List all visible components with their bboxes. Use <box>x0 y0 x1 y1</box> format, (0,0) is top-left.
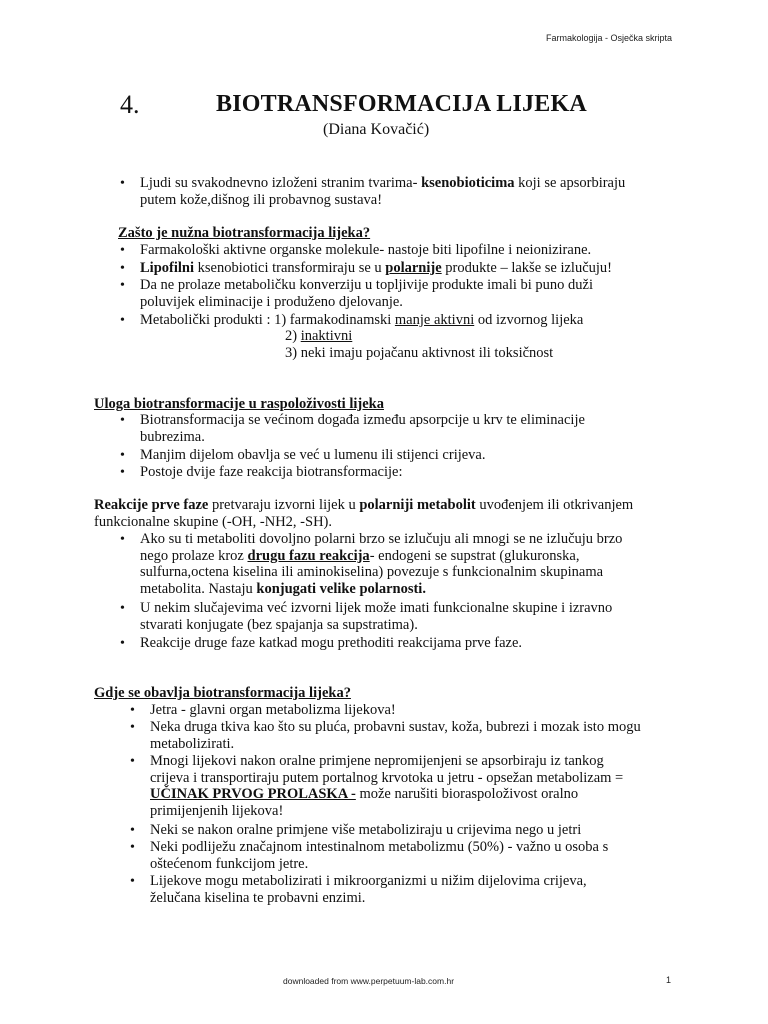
s1-bullet-4-item-2: 2) inaktivni <box>285 328 353 344</box>
s3-bullet-3: Reakcije druge faze katkad mogu prethoditi reakcijama prve faze. <box>140 635 523 651</box>
bullet-marker: • <box>130 720 135 735</box>
bullet-marker: • <box>120 465 125 480</box>
running-header: Farmakologija - Osječka skripta <box>545 33 672 43</box>
s4-bullet-2: Neka druga tkiva kao što su pluća, probavni sustav, koža, bubrezi i mozak isto mogu metabolizirati. <box>150 719 641 752</box>
s3-bullet-1: Ako su ti metaboliti dovoljno polarni brzo se izlučuju ali mnogi se ne izlučuju brzo nego prolaze kroz drugu fazu reakcija- endogeni se supstrat (glukuronska, sulfurna,octena kiselina ili aminokiselina) povezuje s funkcionalnim skupinama metabolita. Nastaju konjugati velike polarnosti. <box>140 531 623 597</box>
s4-bullet-5: Neki podliježu značajnom intestinalnom metabolizmu (50%) - važno u osoba s oštećenom funkcijom jetre. <box>150 839 609 872</box>
intro-paragraph: Ljudi su svakodnevno izloženi stranim tvarima- ksenobioticima koji se apsorbiraju putem kože,dišnog ili probavnog sustava! <box>140 175 626 208</box>
chapter-author: (Diana Kovačić) <box>323 121 430 138</box>
s4-bullet-6: Lijekove mogu metabolizirati i mikroorganizmi u nižim dijelovima crijeva, želučana kiselina te probavni enzimi. <box>150 873 587 906</box>
bullet-marker: • <box>120 313 125 328</box>
section-heading-role: Uloga biotransformacije u raspoloživosti lijeka <box>94 396 384 412</box>
s1-bullet-1: Farmakološki aktivne organske molekule- nastoje biti lipofilne i neionizirane. <box>140 242 592 258</box>
bullet-marker: • <box>120 261 125 276</box>
bullet-marker: • <box>120 532 125 547</box>
bullet-marker: • <box>120 601 125 616</box>
phase-one-paragraph: Reakcije prve faze pretvaraju izvorni lijek u polarniji metabolit uvođenjem ili otkrivanjem funkcionalne skupine (-OH, -NH2, -SH). <box>94 497 634 530</box>
bullet-marker: • <box>130 840 135 855</box>
section-heading-why: Zašto je nužna biotransformacija lijeka? <box>118 225 371 241</box>
s2-bullet-2: Manjim dijelom obavlja se već u lumenu ili stijenci crijeva. <box>140 447 486 463</box>
bullet-marker: • <box>120 176 125 191</box>
bullet-marker: • <box>130 823 135 838</box>
bullet-marker: • <box>120 448 125 463</box>
s1-bullet-4: Metabolički produkti : 1) farmakodinamski manje aktivni od izvornog lijeka <box>140 312 584 328</box>
s2-bullet-3: Postoje dvije faze reakcija biotransformacije: <box>140 464 403 480</box>
chapter-number: 4. <box>120 90 140 119</box>
s1-bullet-2: Lipofilni ksenobiotici transformiraju se u polarnije produkte – lakše se izlučuju! <box>140 260 612 276</box>
s3-bullet-2: U nekim slučajevima već izvorni lijek može imati funkcionalne skupine i izravno stvarati konjugate (bez spajanja sa supstratima). <box>140 600 613 633</box>
s1-bullet-4-item-3: 3) neki imaju pojačanu aktivnost ili toksičnost <box>285 345 554 361</box>
page-number: 1 <box>666 975 672 985</box>
bullet-marker: • <box>120 278 125 293</box>
bullet-marker: • <box>120 636 125 651</box>
section-heading-where: Gdje se obavlja biotransformacija lijeka? <box>94 685 351 701</box>
bullet-marker: • <box>130 874 135 889</box>
bullet-marker: • <box>130 703 135 718</box>
bullet-marker: • <box>120 243 125 258</box>
s4-bullet-1: Jetra - glavni organ metabolizma lijekova! <box>150 702 396 718</box>
footer-source: downloaded from www.perpetuum-lab.com.hr <box>283 976 455 986</box>
chapter-title: BIOTRANSFORMACIJA LIJEKA <box>216 91 587 117</box>
s4-bullet-4: Neki se nakon oralne primjene više metaboliziraju u crijevima nego u jetri <box>150 822 582 838</box>
s1-bullet-3: Da ne prolaze metaboličku konverziju u topljivije produkte imali bi puno duži poluvijek eliminacije i produženo djelovanje. <box>140 277 594 310</box>
bullet-marker: • <box>120 413 125 428</box>
s2-bullet-1: Biotransformacija se većinom događa između apsorpcije u krv te eliminacije bubrezima. <box>140 412 585 445</box>
s4-bullet-3: Mnogi lijekovi nakon oralne primjene nepromijenjeni se apsorbiraju iz tankog crijeva i transportiraju putem portalnog krvotoka u jetru - opsežan metabolizam = UČINAK PRVOG PROLASKA - može narušiti bioraspoloživost oralno primijenjenih lijekova! <box>150 753 624 819</box>
bullet-marker: • <box>130 754 135 769</box>
